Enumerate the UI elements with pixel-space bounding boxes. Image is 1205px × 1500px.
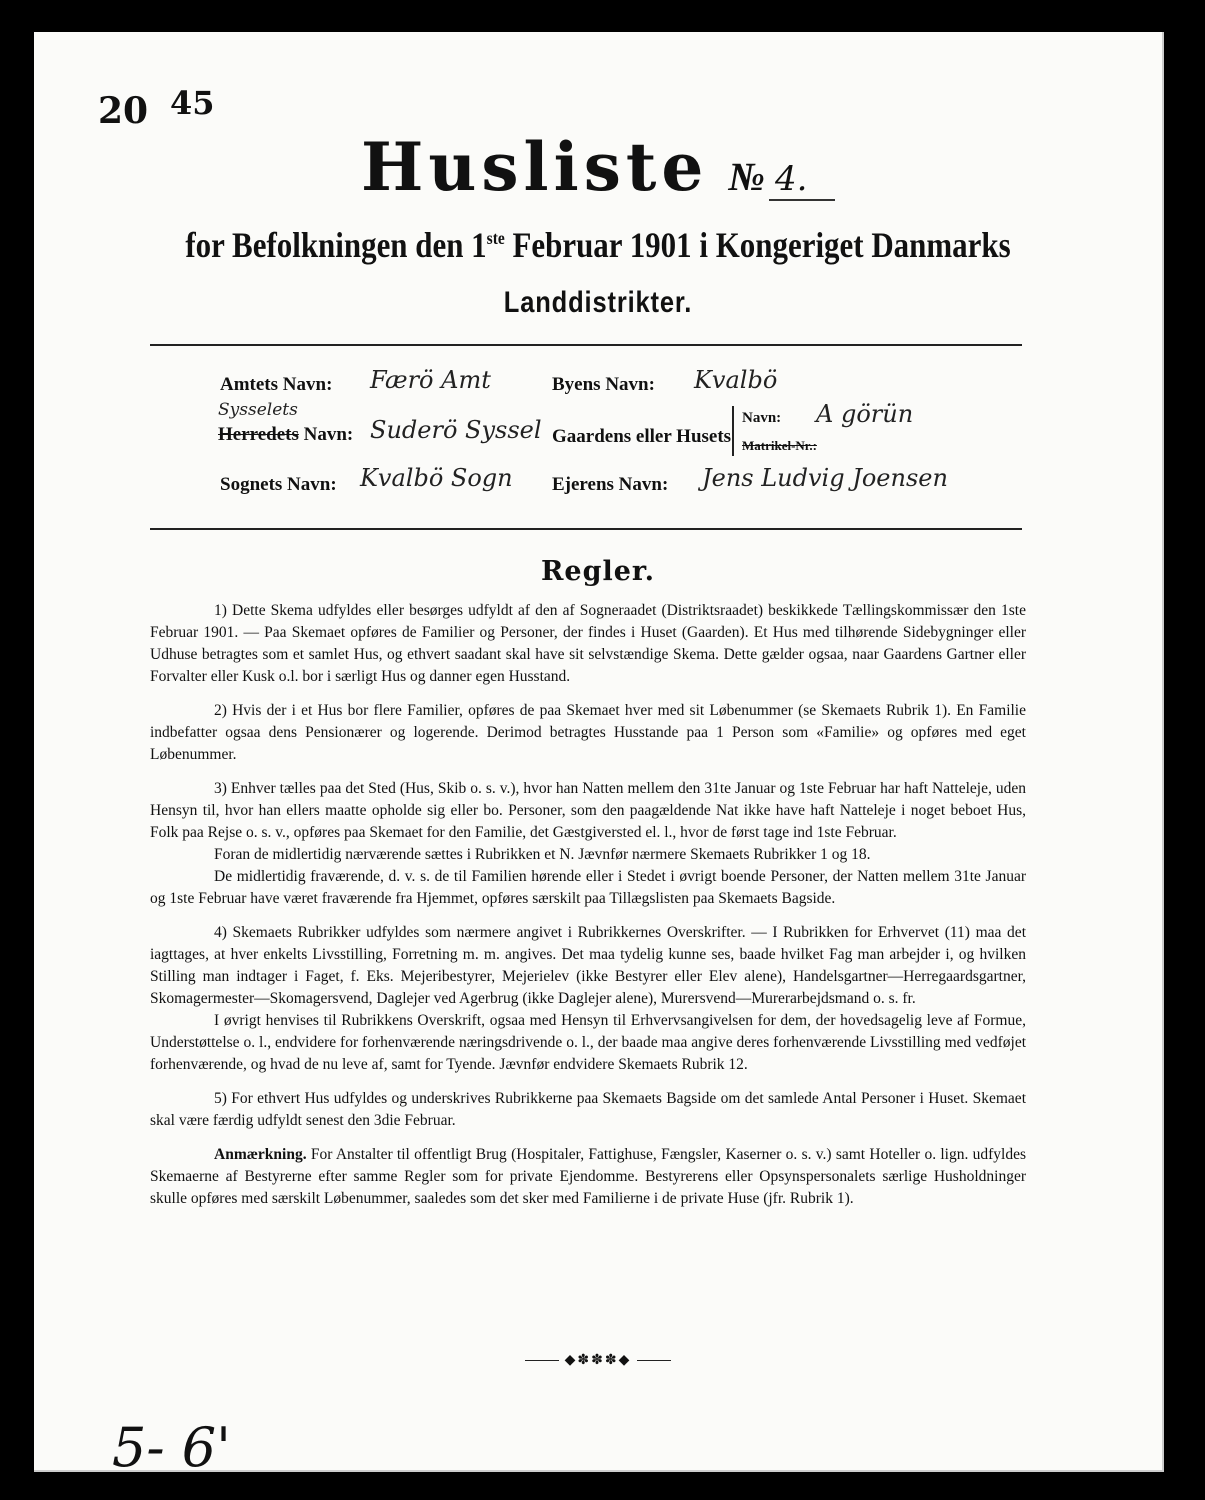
herredets-label bbox=[218, 424, 353, 446]
byens-label: Byens Navn: bbox=[552, 374, 655, 395]
number-label: № bbox=[728, 154, 765, 199]
page-number-left: 20 bbox=[98, 90, 149, 132]
gaard-navn-field[interactable]: A görün bbox=[816, 400, 914, 428]
page-number-right: 45 bbox=[170, 84, 215, 122]
subtitle-sup: ste bbox=[486, 228, 505, 248]
rule-4: 4) Skemaets Rubrikker udfyldes som nærmere angivet i Rubrikkernes Overskrifter. — I Rubrikken for Erhvervet (11) maa det iagttages, at hver enkelts Livsstilling, Forretning m. m. angives. Det maa tydelig kunne ses, baade hvilket Fag man arbejder i, og hvilken Stilling man indtager i Faget, f. Eks. Mejeribestyrer, Mejerielev (ikke Bestyrer eller Elev alene), Handelsgartner—Herregaardsgartner, Skomagermester—Skomagersvend, Daglejer ved Agerbrug (ikke Daglejer alene), Murersvend—Murerarbejdsmand o. s. fr. bbox=[150, 924, 1026, 1007]
amtets-label: Amtets Navn: bbox=[220, 374, 333, 395]
form-title: Husliste bbox=[361, 128, 709, 206]
form-subtitle-district: Landdistrikter. bbox=[503, 286, 693, 319]
form-number-field[interactable]: 4. bbox=[769, 159, 835, 201]
herredets-field[interactable]: Suderö Syssel bbox=[370, 416, 542, 444]
rules-title: Regler. bbox=[540, 556, 656, 587]
byens-field[interactable]: Kvalbö bbox=[694, 366, 778, 394]
ejerens-label: Ejerens Navn: bbox=[552, 474, 669, 495]
rule-4b: I øvrigt henvises til Rubrikkens Overskrift, ogsaa med Hensyn til Erhvervsangivelsen for dem, der hovedsagelig leve af Formue, Understøttelse o. l., endvidere for forhenværende næringsdrivende o. l., der baade maa angive deres forhenværende Livsstilling med vedføjet forhenværende, og hvad de nu leve af, samt for Tyende. Jævnfør endvidere Skemaets Rubrik 12. bbox=[150, 1012, 1026, 1073]
rule-3: 3) Enhver tælles paa det Sted (Hus, Skib o. s. v.), hvor han Natten mellem den 31te Januar og 1ste Februar har haft Natteleje, uden Hensyn til, hvor han ellers maatte opholde sig eller bo. Personer, som den paagældende Nat ikke have haft Natteleje i noget beboet Hus, Folk paa Rejse o. s. v., opføres paa Skemaet for den Familie, det Gæstgiversted el. l., hvor de først tage ind 1ste Februar. bbox=[150, 780, 1026, 841]
form-subtitle bbox=[113, 224, 1083, 266]
sognets-label: Sognets Navn: bbox=[220, 474, 337, 495]
herredets-label-struck: Herredets bbox=[218, 424, 299, 445]
bottom-handwritten-note: 5- 6' bbox=[112, 1416, 231, 1479]
ornament-divider: ◆✽✽✽◆ bbox=[34, 1352, 1162, 1369]
rule-2: 2) Hvis der i et Hus bor flere Familier, opføres de paa Skemaet hver med sit Løbenummer (se Skemaets Rubrik 1). En Familie indbefatter ogsaa dens Pensionærer og logerende. Derimod betragtes Husstande paa 1 Person som «Familie» og opføres med eget Løbenummer. bbox=[150, 702, 1026, 763]
subtitle-part1: for Befolkningen den 1 bbox=[185, 225, 487, 265]
title-row bbox=[34, 128, 1162, 206]
herredets-overwrite: Sysselets bbox=[218, 400, 298, 420]
gaardens-label: Gaardens eller Husets bbox=[552, 426, 732, 447]
top-divider bbox=[150, 344, 1022, 346]
rule-5: 5) For ethvert Hus udfyldes og underskrives Rubrikkerne paa Skemaets Bagside om det samlede Antal Personer i Huset. Skemaet skal være færdig udfyldt senest den 3die Februar. bbox=[150, 1090, 1026, 1129]
amtets-field[interactable]: Færö Amt bbox=[370, 366, 491, 394]
note-text: For Anstalter til offentligt Brug (Hospitaler, Fattighuse, Fængsler, Kaserner o. s. v.) samt Hoteller o. lign. udfyldes Skemaerne af Bestyrerne efter samme Regler som for private Ejendomme. Bestyrerens eller Opsynspersonalets særlige Husholdninger skulle opføres med særskilt Løbenummer, saaledes som det sker med Familierne i de private Huse (jfr. Rubrik 1). bbox=[150, 1146, 1026, 1207]
herredets-label-rest: Navn: bbox=[298, 424, 354, 445]
rule-note bbox=[150, 1144, 1026, 1210]
rules-body bbox=[150, 600, 1026, 1222]
census-form-sheet bbox=[34, 32, 1164, 1479]
gaard-matrikel-label: Matrikel-Nr.: bbox=[742, 438, 817, 453]
gaard-navn-label: Navn: bbox=[742, 410, 782, 426]
sognets-field[interactable]: Kvalbö Sogn bbox=[360, 464, 513, 492]
note-label: Anmærkning. bbox=[214, 1146, 307, 1163]
bottom-divider bbox=[150, 528, 1022, 530]
rule-3b: Foran de midlertidig nærværende sættes i Rubrikken et N. Jævnfør nærmere Skemaets Rubrikker 1 og 18. bbox=[214, 846, 871, 863]
ejerens-field[interactable]: Jens Ludvig Joensen bbox=[702, 464, 948, 492]
subtitle-part2: Februar 1901 i Kongeriget Danmarks bbox=[504, 225, 1011, 265]
rule-1: 1) Dette Skema udfyldes eller besørges udfyldt af den af Sogneraadet (Distriktsraadet) beskikkede Tællingskommissær den 1ste Februar 1901. — Paa Skemaet opføres de Familier og Personer, der findes i Huset (Gaarden). Et Hus med tilhørende Sidebygninger eller Udhuse betragtes som et samlet Hus, og ethvert saadant skal have sit selvstændige Skema. Dette gælder ogsaa, naar Gaardens Gartner eller Forvalter eller Kusk o.l. bor i særligt Hus og danner egen Husstand. bbox=[150, 602, 1026, 685]
rule-3c: De midlertidig fraværende, d. v. s. de til Familien hørende eller i Stedet i øvrigt boende Personer, der Natten mellem 31te Januar og 1ste Februar have været fraværende fra Hjemmet, opføres særskilt paa Tillægslisten paa Skemaets Bagside. bbox=[150, 868, 1026, 907]
